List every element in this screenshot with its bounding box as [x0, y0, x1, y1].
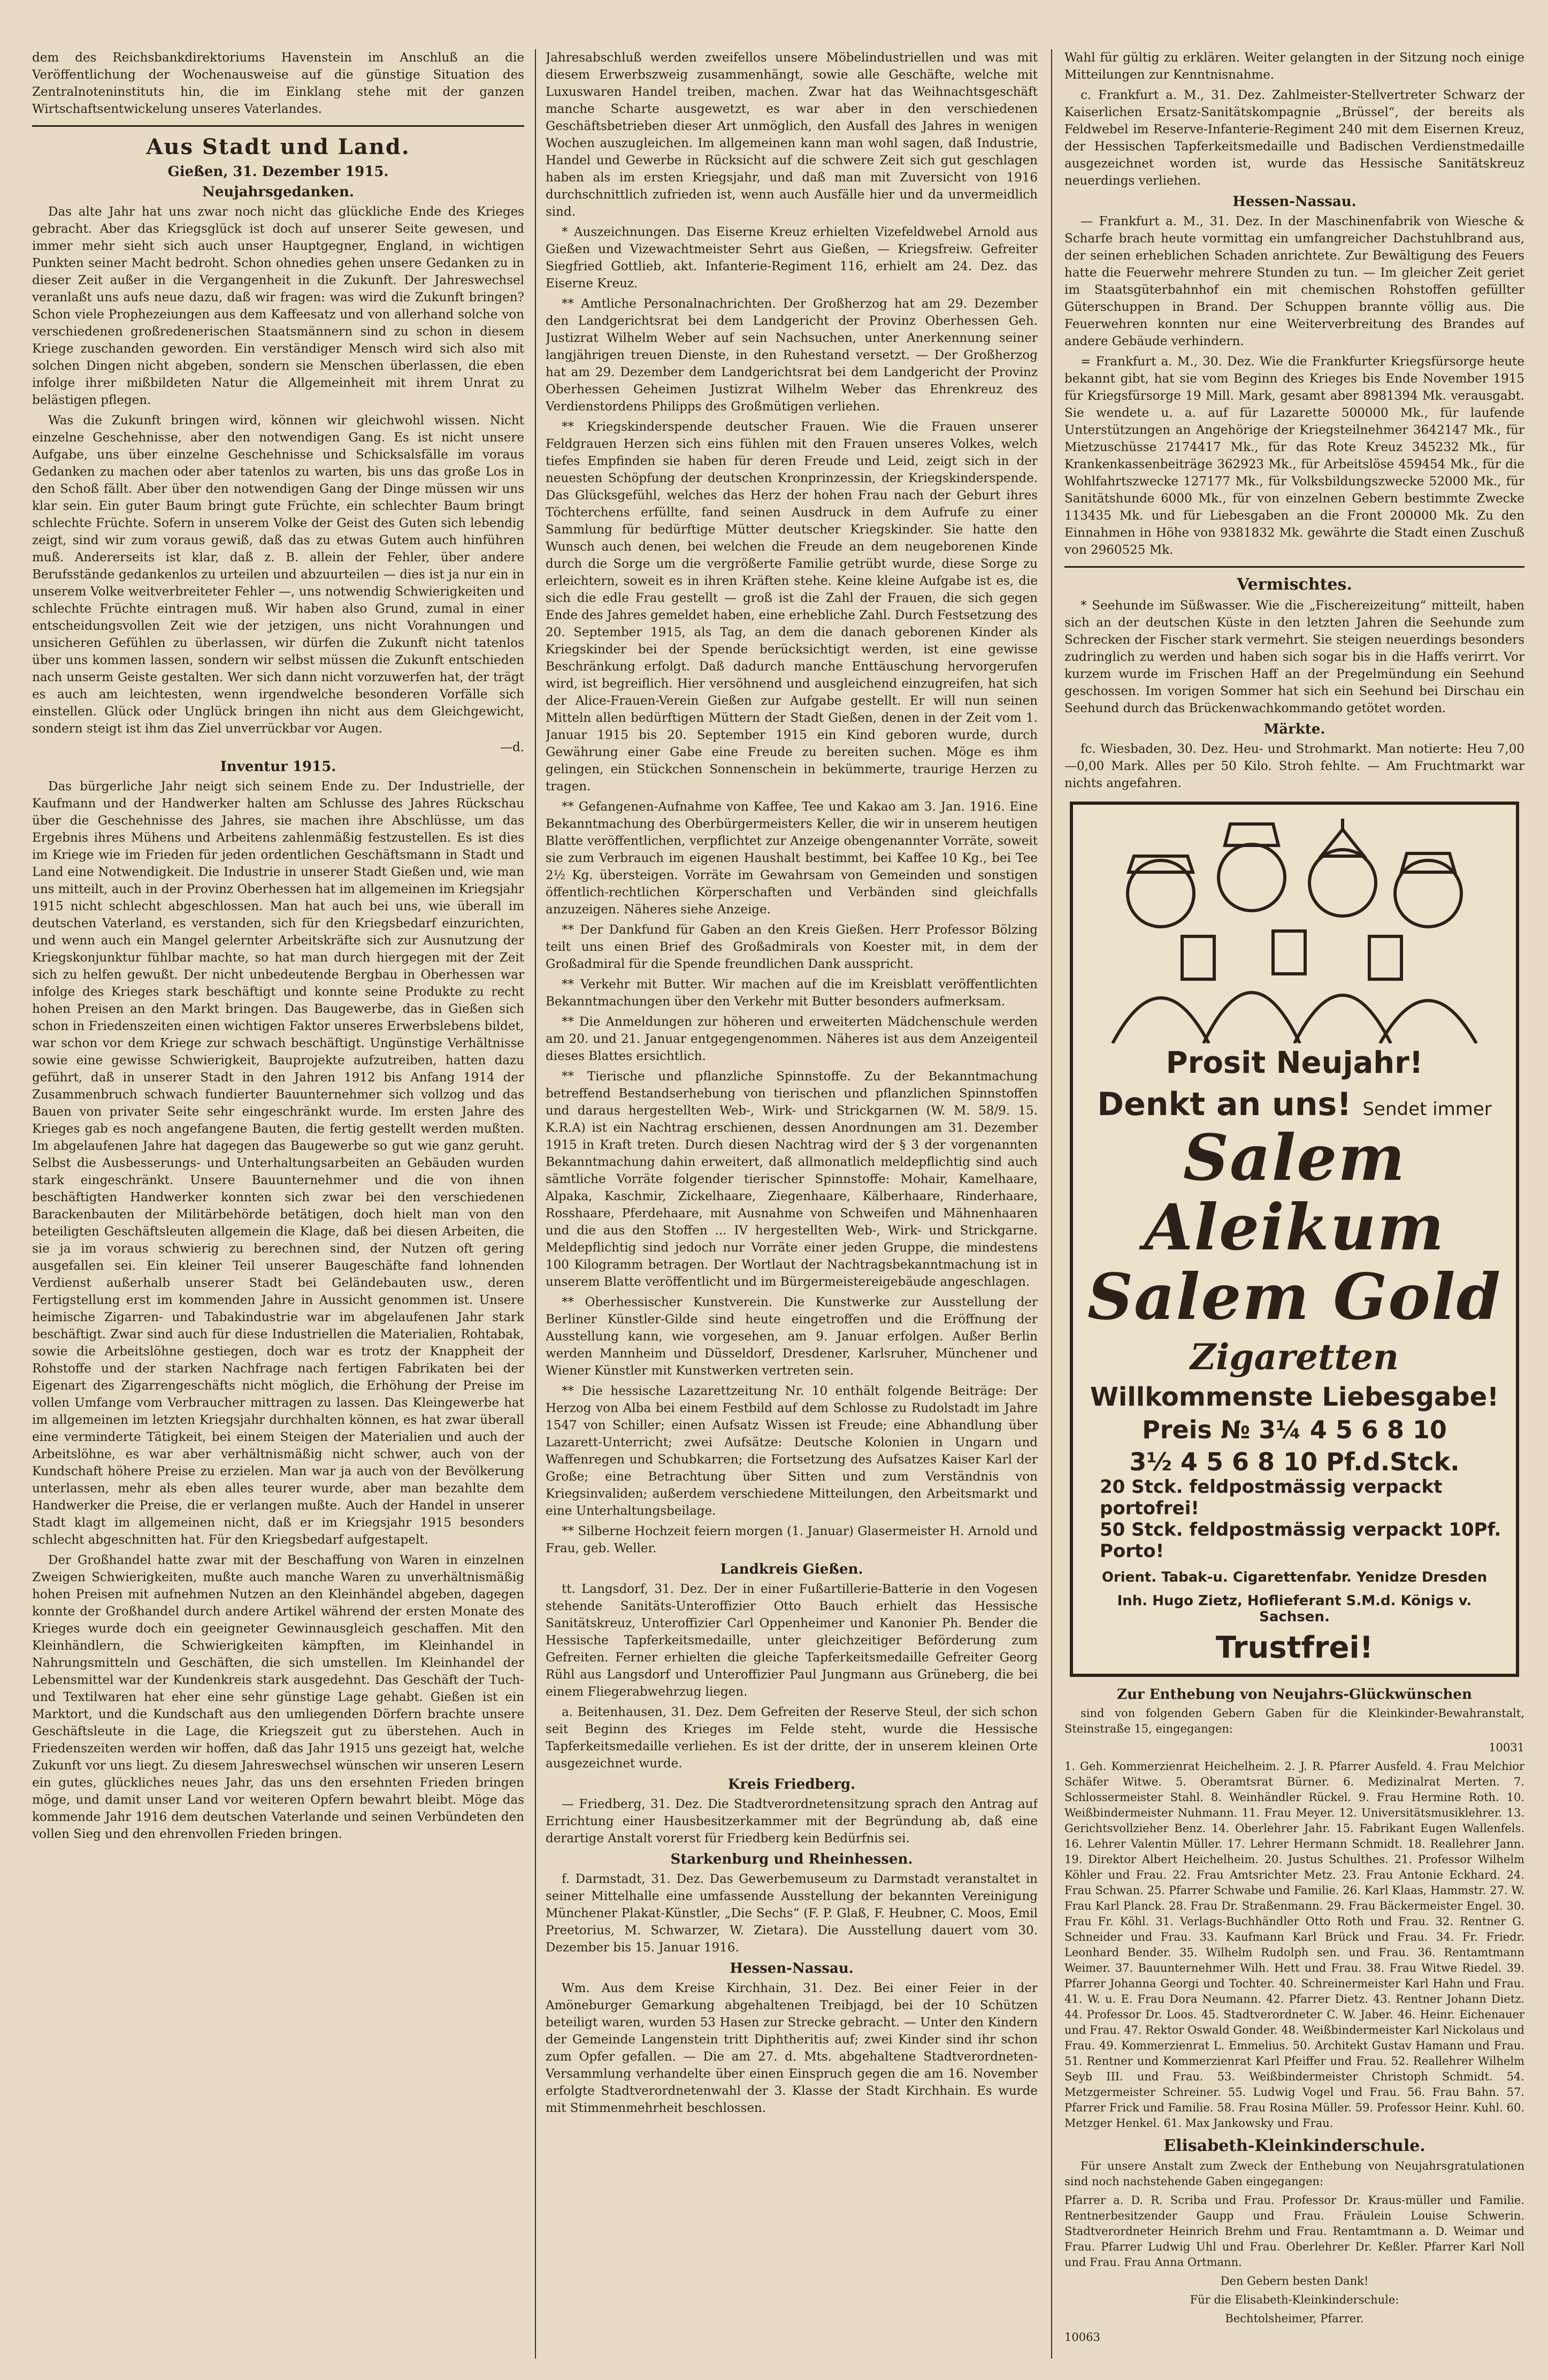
- donor-list-section: [1064, 1687, 1524, 2345]
- ad-company-1: Orient. Tabak-u. Cigarettenfabr. Yenidze Dresden: [1101, 1569, 1488, 1585]
- news-item: ** Oberhessischer Kunstverein. Die Kunstwerke zur Ausstellung der Berliner Künstler-Gilde sind heute eingetroffen und die Eröffnung der Ausstellung kann, wie vorgesehen, am 9. Januar erfolgen. Außer Berlin werden Mannheim und Düsseldorf, Dresdener, Karlsruher, Münchener und Wiener Künstler mit Kunstwerken vertreten sein.: [546, 1295, 1038, 1378]
- cigarette-advertisement: [1070, 802, 1519, 1677]
- news-item: Wm. Aus dem Kreise Kirchhain, 31. Dez. Bei einer Feier in der Amöneburger Gemarkung abgehaltenen Treibjagd, bei der 10 Schützen beteiligt waren, wurden 53 Hasen zur Strecke gebracht. — Unter den Kindern der Gemeinde Langenstein tritt Diphtheritis auf; zwei Kinder sind ihr schon zum Opfer gefallen. — Die am 27. d. Mts. abgehaltene Stadtverordneten-Versammlung verhandelte über einen Einspruch gegen die am 16. November erfolgte Stadtverordnetenwahl der 3. Klasse der Stadt Kirchhain. Es wurde mit Stimmenmehrheit beschlossen.: [546, 1981, 1038, 2115]
- news-item: — Friedberg, 31. Dez. Die Stadtverordnetensitzung sprach den Antrag auf Errichtung einer Hausbesitzerkammer mit der Begründung ab, daß eine derartige Anstalt vorerst für Friedberg kein Bedürfnis sei.: [546, 1797, 1038, 1845]
- ad-price-2: 3½ 4 5 6 8 10 Pf.d.Stck.: [1129, 1447, 1460, 1476]
- news-item: f. Darmstadt, 31. Dez. Das Gewerbemuseum zu Darmstadt veranstaltet in seiner Mittelhalle eine umfassende Ausstellung der bekannten Vereinigung Münchener Plakat-Künstler, „Die Sechs“ (F. P. Glaß, F. Heubner, C. Moos, Emil Preetorius, M. Schwarzer, W. Zietara). Die Ausstellung dauert vom 30. Dezember bis 15. Januar 1916.: [546, 1872, 1038, 1955]
- ad-tagline: Willkommenste Liebesgabe!: [1090, 1382, 1499, 1412]
- news-item: ** Amtliche Personalnachrichten. Der Großherzog hat am 29. Dezember den Landgerichtsrat bei dem Landgericht der Provinz Oberhessen Geh. Justizrat Wilhelm Weber auf sein Nachsuchen, unter Anerkennung seiner langjährigen treuen Dienste, in den Ruhestand versetzt. — Der Großherzog hat am 29. Dezember dem Landgerichtsrat bei dem Landgericht der Provinz Oberhessen Geheimen Justizrat Wilhelm Weber das Ehrenkreuz des Verdienstordens Philipps des Großmütigen verliehen.: [546, 297, 1038, 414]
- news-item: ** Die Anmeldungen zur höheren und erweiterten Mädchenschule werden am 20. und 21. Januar entgegengenommen. Näheres ist aus dem Anzeigenteil dieses Blattes ersichtlich.: [546, 1015, 1038, 1063]
- news-item: * Seehunde im Süßwasser. Wie die „Fischereizeitung“ mitteilt, haben sich an der deutschen Küste in den letzten Jahren die Seehunde zum Schrecken der Fischer stark vermehrt. Sie steigen neuerdings besonders zudringlich zu werden und haben sich sogar bis in die Haffs verirrt. Vor kurzem wurde im Frischen Haff an der Pregelmündung ein Seehund geschossen. Im vorigen Sommer hat sich ein Seehund bei Dirschau ein Seehund durch das Brückenwachkommando getötet worden.: [1064, 599, 1524, 715]
- notice-signature: Bechtolsheimer, Pfarrer.: [1225, 2312, 1364, 2325]
- section-heading: Märkte.: [1263, 721, 1325, 737]
- article-paragraph: Der Großhandel hatte zwar mit der Beschaffung von Waren in einzelnen Zweigen Schwierigkeiten, mußte auch manche Waren zu unverhältnismäßig hohen Preisen mit aufnehmen Nutzen an den Kleinhändel abgeben, dagegen konnte der Großhandel durch andere Artikel während der ersten Monate des Krieges wurde doch ein geeigneter Gewinnausgleich geschaffen. Mit den Kleinhändlern, die Schwierigkeiten kämpften, im Kleinhandel in Nahrungsmitteln und Geschäften, die sich umstellen. Im Kleinhandel der Lebensmittel war der Kundenkreis stark ausgedehnt. Das Geschäft der Tuch- und Textilwaren hat eher eine sehr günstige Lage gehabt. Gießen ist ein Marktort, und die Kundschaft aus den umliegenden Dörfern brachte unsere Geschäftsleute in die Lage, die Kriegszeit gut zu überstehen. Auch in Friedenszeiten werden wir hoffen, daß das Jahr 1915 uns gezeigt hat, welche Zukunft vor uns liegt. Zu diesem Jahreswechsel wünschen wir unseren Lesern ein gutes, glückliches neues Jahr, das uns den ersehnten Frieden bringen möge, und damit unser Land vor weiteren Opfern bewahrt bleibt. Möge das kommende Jahr 1916 dem deutschen Vaterlande und seinen Verbündeten den vollen Sieg und den ehrenvollen Frieden bringen.: [32, 1553, 524, 1841]
- news-item: ** Silberne Hochzeit feiern morgen (1. Januar) Glasermeister H. Arnold und Frau, geb. Weller.: [546, 1524, 1038, 1555]
- column-3: [1064, 49, 1524, 2359]
- region-heading: Hessen-Nassau.: [730, 1961, 854, 1977]
- region-heading: Hessen-Nassau.: [1232, 194, 1357, 210]
- news-item: c. Frankfurt a. M., 31. Dez. Zahlmeister-Stellvertreter Schwarz der Kaiserlichen Ersatz-Sanitätskompagnie „Brüssel“, der bereits als Feldwebel im Reserve-Infanterie-Regiment 240 mit dem Eisernen Kreuz, der Hessischen Tapferkeitsmedaille und Badischen Verdienstmedaille ausgezeichnet worden ist, wurde das Hessische Sanitätskreuz neuerdings verliehen.: [1064, 88, 1524, 188]
- news-item: ** Die hessische Lazarettzeitung Nr. 10 enthält folgende Beiträge: Der Herzog von Alba bei einem Festbild auf dem Schlosse zu Rudolstadt im Jahre 1547 von Schiller; einen Aufsatz Wissen ist Freude; eine Abhandlung über Lazarett-Unterricht; zwei Aufsätze: Deutsche Kolonien in Ungarn und Waffenregen und Schubkarren; die Fortsetzung des Aufsatzes Kaiser Karl der Große; eine Betrachtung über Sitten und zum Verständnis von Kriegsinvaliden; außerdem verschiedene Mitteilungen, den Arbeitsmarkt und eine Unterhaltungsbeilage.: [546, 1384, 1038, 1518]
- dateline: Gießen, 31. Dezember 1915.: [167, 164, 389, 180]
- article-paragraph: Jahresabschluß werden zweifellos unsere Möbelindustriellen und was mit diesem Erwerbszweig zusammenhängt, sowie alle Geschäfte, welche mit Luxuswaren Handel treiben, machen. Zwar hat das Weihnachtsgeschäft manche Scharte ausgewetzt, es war aber in den verschiedenen Geschäftsbetrieben dieser Art unmöglich, den Ausfall des Jahres in wenigen Wochen auszugleichen. Im allgemeinen kann man wohl sagen, daß Industrie, Handel und Gewerbe in Rücksicht auf die schwere Zeit sich gut geschlagen haben als im ersten Kriegsjahr, und daß man mit Zuversicht von 1916 durchschnittlich zufrieden ist, wenn auch Ausfälle hier und da unvermeidlich sind.: [546, 51, 1038, 219]
- ad-sendet: Sendet immer: [1362, 1099, 1492, 1120]
- notice-thanks: Den Gebern besten Dank!: [1220, 2275, 1369, 2287]
- news-item: ** Verkehr mit Butter. Wir machen auf die im Kreisblatt veröffentlichten Bekanntmachungen über den Verkehr mit Butter besonders aufmerksam.: [546, 978, 1038, 1009]
- section-heading: Vermischtes.: [1237, 575, 1352, 594]
- ad-trustfrei: Trustfrei!: [1215, 1630, 1374, 1665]
- notice-intro: Für unsere Anstalt zum Zweck der Enthebung von Neujahrsgratulationen sind noch nachstehende Gaben eingegangen:: [1064, 2160, 1524, 2188]
- news-item: ** Tierische und pflanzliche Spinnstoffe. Zu der Bekanntmachung betreffend Bestandserhebung von tierischen und pflanzlichen Spinnstoffen und daraus hergestellten Web-, Wirk- und Strickgarnen (W. M. 58/9. 15. K.R.A) ist ein Nachtrag erschienen, dessen Anordnungen am 31. Dezember 1915 in Kraft treten. Durch diesen Nachtrag wird der § 3 der vorgenannten Bekanntmachung dahin erweitert, daß allmonatlich meldepflichtig sind auch sämtliche Vorräte folgender tierischer Spinnstoffe: Mohair, Kamelhaare, Alpaka, Kaschmir, Zickelhaare, Ziegenhaare, Kälberhaare, Rinderhaare, Rosshaare, Pferdehaare, mit Ausnahme von Schweifen und Mähnenhaaren und die aus den Stoffen ... IV hergestellten Web-, Wirk- und Strickgarne. Meldepflichtig sind jedoch nur Vorräte einer jeden Gruppe, die mindestens 100 Kilogramm betragen. Der Wortlaut der Nachtragsbekanntmachung ist in unserem Blatte veröffentlicht und im Bürgermeistereigebäude angeschlagen.: [546, 1070, 1038, 1289]
- column-rule: [535, 49, 536, 2359]
- ad-product: Zigaretten: [1190, 1336, 1399, 1378]
- ad-prosit: Prosit Neujahr!: [1166, 1046, 1423, 1080]
- separator: [1064, 566, 1524, 568]
- news-item: Wahl für gültig zu erklären. Weiter gelangten in der Sitzung noch einige Mitteilungen zur Kenntnisnahme.: [1064, 51, 1524, 82]
- ad-shipping-2: 50 Stck. feldpostmässig verpackt 10Pf. Porto!: [1100, 1519, 1501, 1562]
- article-paragraph: Das alte Jahr hat uns zwar noch nicht das glückliche Ende des Krieges gebracht. Aber das Kriegsglück ist doch auf unserer Seite gewesen, und immer mehr sieht sich auch unser Hauptgegner, England, in wichtigen Punkten seiner Macht bedroht. Schon ohnedies gehen unsere Gedanken zu in dieser Zeit außer in die Vergangenheit in die Zukunft. Der Jahreswechsel veranlaßt uns aufs neue dazu, daß wir fragen: was wird die Zukunft bringen? Schon viele Prophezeiungen aus dem Kaffeesatz und von allerhand solche von verschiedenen großredenerischen Staatsmännern sind zu schon in diesem Kriege zuschanden geworden. Ein verständiger Mensch wird sich also mit solchen Dingen nicht abgeben, sondern sie Menschen überlassen, die eben infolge ihrer mißbildeten Natur die Allgemeinheit mit ihrem Unrat zu belästigen pflegen.: [32, 205, 524, 407]
- ad-shipping-1: 20 Stck. feldpostmässig verpackt portofrei!: [1100, 1476, 1443, 1519]
- ad-denkt: Denkt an uns!: [1097, 1086, 1352, 1123]
- article-paragraph: Das bürgerliche Jahr neigt sich seinem Ende zu. Der Industrielle, der Kaufmann und der Handwerker halten am Schlusse des Jahres Rückschau über die Geschehnisse des Jahres, sie machen ihre Abschlüsse, um das Ergebnis ihres Mühens und Arbeitens zahlenmäßig festzustellen. Es ist dies im Kriege wie im Frieden für jeden ordentlichen Geschäftsmann in Stadt und Land eine Notwendigkeit. Die Industrie in unserer Stadt Gießen und, wie man uns mitteilt, auch in der Provinz Oberhessen hat im allgemeinen im Kriegsjahr 1915 nicht schlecht abgeschlossen. Man hat auch bei uns, wie überall im deutschen Vaterland, es verstanden, sich für den Kriegsbedarf einzurichten, und wenn auch ein Mangel gelernter Arbeitskräfte sich zur Ausnutzung der Kriegskonjunktur fühlbar machte, so hat man durch hiergegen mit der Zeit sich zu helfen gewußt. Der nicht unbedeutende Bergbau in Oberhessen war infolge des Krieges stark beschäftigt und konnte seine Produkte zu recht hohen Preisen an den Markt bringen. Das Baugewerbe, das in Gießen sich schon in Friedenszeiten einen wichtigen Faktor unseres Erwerbslebens bildet, war schon vor dem Kriege zur schwach beschäftigt. Ungünstige Verhältnisse sowie eine gewisse Schwierigkeit, Bauprojekte aufzutreiben, hatten dazu geführt, daß in unserer Stadt in den Jahren 1912 bis Anfang 1914 der Zusammenbruch schwach fundierter Bauunternehmer sich vollzog und das Bauen von privater Seite sehr eingeschränkt wurde. Im ersten Jahre des Krieges gab es noch angefangene Bauten, die fertig gestellt werden mußten. Im abgelaufenen Jahre hat dagegen das Baugewerbe so gut wie ganz geruht. Selbst die Ausbesserungs- und Unterhaltungsarbeiten an Gebäuden wurden stark eingeschränkt. Unsere Bauunternehmer und die von ihnen beschäftigten Handwerker konnten sich zwar bei den verschiedenen Barackenbauten der Militärbehörde betätigen, doch hielt man von den beteiligten Geschäftsleuten allgemein die Klage, daß bei diesen Arbeiten, die sie ja im voraus schwierig zu berechnen sind, der Nutzen oft gering ausgefallen sei. Ein kleiner Teil unserer Baugeschäfte fand lohnenden Verdienst außerhalb unserer Stadt bei Geländebauten usw., deren Fertigstellung erst im kommenden Jahre in Aussicht genommen ist. Unsere heimische Zigarren- und Tabakindustrie war im abgelaufenen Jahr stark beschäftigt. Zwar sind auch für diese Industriellen die Materialien, Rohtabak, sowie die Arbeitslöhne gestiegen, doch war es trotz der Knappheit der Rohstoffe und der starken Nachfrage nach fertigen Fabrikaten bei der Eigenart des Zigarrengeschäfts nicht möglich, die Erhöhung der Preise im vollen Umfange vom Verbraucher mittragen zu lassen. Das Kleingewerbe hat im allgemeinen im letzten Kriegsjahr durchhalten können, es hat zwar überall eine verminderte Tätigkeit, bei einem Steigen der Materialien und auch der Arbeitslöhne, es war aber verhältnismäßig nicht schwer, auch von der Kundschaft höhere Preise zu erzielen. Man war ja auch von der Bevölkerung unterlassen, mehr als eben alles teurer wurde, aber man bezahlte dem Handwerker die Preise, die er verlangen mußte. Auch der Handel in unserer Stadt klagt im allgemeinen nicht, daß er im Kriegsjahr 1915 besonders schlecht abgeschnitten hat. Für den Kriegsbedarf aufgestapelt.: [32, 780, 524, 1547]
- article-paragraph: Was die Zukunft bringen wird, können wir gleichwohl wissen. Nicht einzelne Geschehnisse, aber den notwendigen Gang. Es ist nicht unsere Aufgabe, uns über einzelne Geschehnisse und Schicksalsfälle im voraus Gedanken zu machen oder aber tatenlos zu warten, bis uns das große Los in den Schoß fällt. Aber über den notwendigen Gang der Dinge müssen wir uns klar sein. Ein guter Baum bringt gute Früchte, ein schlechter Baum bringt schlechte Früchte. Sofern in unserem Volke der Geist des Guten sich lebendig zeigt, sind wir zum voraus gewiß, daß das zu etwas Gutem auch hinführen muß. Andererseits ist klar, daß z. B. allein der Fehler, über andere Berufsstände gedankenlos zu urteilen und abzuurteilen — dies ist ja nur ein in unserem Volke weitverbreiteter Fehler —, uns notwendig Schwierigkeiten und schlechte Früchte eintragen muß. Wir haben also Grund, zumal in einer entscheidungsvollen Zeit wie der jetzigen, uns nicht Vorahnungen und unsicheren Gefühlen zu überlassen, wir dürfen die Zukunft nicht tatenlos über uns kommen lassen, sondern wir selbst müssen die Zukunft entschieden nach unserm Geiste gestalten. Wer sich dann nicht vorzuwerfen hat, der trägt es auch am leichtesten, wenn irgendwelche besonderen Vorfälle sich einstellen. Glück oder Unglück bringen ihn nicht aus dem Gleichgewicht, sondern steigt ist ihm das Ziel unverrückbar vor Augen.: [32, 414, 524, 736]
- news-item: ** Der Dankfund für Gaben an den Kreis Gießen. Herr Professor Bölzing teilt uns einen Brief des Großadmirals von Koester mit, in dem der Großadmiral für die Spende freundlichen Dank ausspricht.: [546, 923, 1038, 971]
- donor-list: Pfarrer a. D. R. Scriba und Frau. Professor Dr. Kraus-müller und Familie. Rentnerbesitzender Gaupp und Frau. Fräulein Louise Schwerin. Stadtverordneter Heinrich Brehm und Frau. Rentamtmann a. D. Weimar und Frau. Pfarrer Ludwig Uhl und Frau. Oberlehrer Dr. Keßler. Pfarrer Karl Noll und Frau. Frau Anna Ortmann.: [1064, 2194, 1524, 2269]
- region-heading: Landkreis Gießen.: [720, 1561, 863, 1577]
- column-rule: [1051, 49, 1052, 2359]
- notice-signature: Für die Elisabeth-Kleinkinderschule:: [1190, 2293, 1399, 2306]
- news-item: ** Kriegskinderspende deutscher Frauen. Wie die Frauen unserer Feldgrauen Herzen sich eins fühlen mit den Frauen unseres Volkes, welch tiefes Empfinden sie haben für deren Freude und Leid, zeigt sich in der neuesten Schöpfung der deutschen Kronprinzessin, der Kriegskinderspende. Das Glücksgefühl, welches das Herz der hohen Frau nach der Geburt ihres Töchterchens erfüllte, fand seinen Ausdruck in dem Aufrufe zu einer Sammlung für bedürftige Mütter deutscher Kriegskinder. Sie hatte den Wunsch auch denen, bei welchen die Freude an dem neugeborenen Kinde durch die Sorge um die vergrößerte Familie getrübt wurde, diese Sorge zu erleichtern, soweit es in ihren Kräften stehe. Keine kleine Aufgabe ist es, die sich die edle Frau gestellt — groß ist die Zahl der Frauen, die sich gegen Ende des Jahres gemeldet haben, eine erhebliche Zahl. Durch Festsetzung des 20. September 1915, als Tag, an dem die danach geborenen Kinder als Kriegskinder bei der Spende berücksichtigt werden, ist eine gewisse Beschränkung erfolgt. Daß dadurch manche Enttäuschung hervorgerufen wird, ist begreiflich. Hier versöhnend und ausgleichend einzugreifen, hat sich der Alice-Frauen-Verein Gießen zur Aufgabe gestellt. Er will nun seinen Mitteln allen bedürftigen Müttern der Stadt Gießen, denen in der Zeit vom 1. Januar 1915 bis 20. September 1915 ein Kind geboren wurde, durch Gewährung einer Gabe eine Freude zu bereiten suchen. Möge es ihm gelingen, ein Stückchen Sonnenschein in bekümmerte, traurige Herzen zu tragen.: [546, 420, 1038, 794]
- news-item: fc. Wiesbaden, 30. Dez. Heu- und Strohmarkt. Man notierte: Heu 7,00—0,00 Mark. Alles per 50 Kilo. Stroh fehlte. — Am Fruchtmarkt war nichts angefahren.: [1064, 742, 1524, 790]
- soldiers-illustration-icon: [1091, 813, 1498, 1043]
- donor-list: 1. Geh. Kommerzienrat Heichelheim. 2. J. R. Pfarrer Ausfeld. 4. Frau Melchior Schäfer Witwe. 5. Oberamtsrat Bürner. 6. Medizinalrat Merten. 7. Schlossermeister Stahl. 8. Weinhändler Rückel. 9. Frau Hermine Roth. 10. Weißbindermeister Nuhmann. 11. Frau Meyer. 12. Universitätsmusiklehrer. 13. Gerichtsvollzieher Benz. 14. Oberlehrer Jahr. 15. Fabrikant Eugen Wallenfels. 16. Lehrer Valentin Müller. 17. Lehrer Hermann Schmidt. 18. Reallehrer Jann. 19. Direktor Albert Heichelheim. 20. Justus Schulthes. 21. Professor Wilhelm Köhler und Frau. 22. Frau Amtsrichter Metz. 23. Frau Antonie Eckhard. 24. Frau Schwan. 25. Pfarrer Schwabe und Familie. 26. Karl Klaas, Hammstr. 27. W. Frau Karl Planck. 28. Frau Dr. Straßenmann. 29. Frau Bäckermeister Engel. 30. Frau Fr. Köhl. 31. Verlags-Buchhändler Otto Roth und Frau. 32. Rentner G. Schneider und Frau. 33. Kaufmann Karl Brück und Frau. 34. Fr. Friedr. Leonhard Bender. 35. Wilhelm Rudolph sen. und Frau. 36. Rentamtmann Weimer. 37. Bauunternehmer Wilh. Hett und Frau. 38. Frau Witwe Riedel. 39. Pfarrer Johanna Georgi und Tochter. 40. Schreinermeister Karl Hahn und Frau. 41. W. u. E. Frau Dora Neumann. 42. Pfarrer Dietz. 43. Rentner Johann Dietz. 44. Professor Dr. Loos. 45. Stadtverordneter C. W. Jaber. 46. Heinr. Eichenauer und Frau. 47. Rektor Oswald Gonder. 48. Weißbindermeister Karl Nickolaus und Frau. 49. Kommerzienrat L. Emmelius. 50. Architekt Gustav Hamann und Frau. 51. Rentner und Kommerzienrat Karl Pfeiffer und Frau. 52. Reallehrer Wilhelm Seyb III. und Frau. 53. Weißbindermeister Christoph Schmidt. 54. Metzgermeister Schreiner. 55. Ludwig Vogel und Frau. 56. Frau Bahn. 57. Pfarrer Frick und Familie. 58. Frau Rosina Müller. 59. Professor Heinr. Kuhl. 60. Metzger Henkel. 61. Max Jankowsky und Frau.: [1064, 1760, 1524, 2130]
- news-item: tt. Langsdorf, 31. Dez. Der in einer Fußartillerie-Batterie in den Vogesen stehende Sanitäts-Unteroffizier Otto Bauch erhielt das Hessische Sanitätskreuz, Unteroffizier Carl Oppenheimer und Kanonier Ph. Bender die Hessische Tapferkeitsmedaille, unter gleichzeitiger Beförderung zum Gefreiten. Ferner erhielten die gleiche Tapferkeitsmedaille Gefreiter Georg Rühl aus Langsdorf und Unteroffizier Paul Jungmann aus Grüneberg, die bei einem Fliegerabwehrzug liegen.: [546, 1582, 1038, 1699]
- region-heading: Starkenburg und Rheinhessen.: [670, 1851, 913, 1867]
- news-item: — Frankfurt a. M., 31. Dez. In der Maschinenfabrik von Wiesche & Scharfe brach heute vormittag ein umfangreicher Dachstuhlbrand aus, der seinen erheblichen Schaden anrichtete. Zur Bewältigung des Feuers hatte die Feuerwehr mehrere Stunden zu tun. — Im gleicher Zeit geriet im Staatsgüterbahnhof ein mit chemischen Rohstoffen gefüllter Güterschuppen in Brand. Der Schuppen brannte völlig aus. Die Feuerwehren konnten nur eine Weiterverbreitung des Brandes auf andere Gebäude verhindern.: [1064, 215, 1524, 348]
- ad-slogan: [1084, 1086, 1505, 1123]
- section-title: Aus Stadt und Land.: [146, 134, 410, 159]
- ad-company-2: Inh. Hugo Zietz, Hoflieferant S.M.d. Königs v. Sachsen.: [1117, 1593, 1472, 1625]
- notice-reference: 10063: [1064, 2331, 1100, 2344]
- column-2: [546, 49, 1038, 2359]
- region-heading: Kreis Friedberg.: [727, 1776, 856, 1792]
- news-item: * Auszeichnungen. Das Eiserne Kreuz erhielten Vizefeldwebel Arnold aus Gießen und Vizewachtmeister Sehrt aus Gießen, — Kriegsfreiw. Gefreiter Siegfried Gottlieb, akt. Infanterie-Regiment 116, erhielt am 24. Dez. das Eiserne Kreuz.: [546, 225, 1038, 291]
- news-item: ** Gefangenen-Aufnahme von Kaffee, Tee und Kakao am 3. Jan. 1916. Eine Bekanntmachung des Oberbürgermeisters Keller, die wir in unserem heutigen Blatte veröffentlichen, verpflichtet zur Anzeige obengenannter Vorräte, soweit sie zum Verbrauch im eigenen Haushalt bestimmt, bei Kaffee 10 Kg., bei Tee 2½ Kg. übersteigen. Vorräte im Gewahrsam von Gemeinden und sonstigen öffentlich-rechtlichen Körperschaften und Verbänden sind gleichfalls anzuzeigen. Näheres siehe Anzeige.: [546, 800, 1038, 917]
- soldiers-toast-illustration: [1084, 813, 1505, 1043]
- article-signature: —d.: [500, 741, 524, 754]
- column-1: [32, 49, 524, 2359]
- intro-paragraph: dem des Reichsbankdirektoriums Havenstein im Anschluß an die Veröffentlichung der Wochenausweise auf die günstige Situation des Zentralnoteninstituts hin, die im Einklang stehe mit der ganzen Wirtschaftsentwickelung unseres Vaterlandes.: [32, 51, 524, 116]
- separator: [32, 125, 524, 127]
- article-title: Neujahrsgedanken.: [202, 184, 354, 200]
- notice-heading: Zur Enthebung von Neujahrs-Glückwünschen: [1117, 1687, 1472, 1703]
- notice-heading: Elisabeth-Kleinkinderschule.: [1163, 2137, 1426, 2155]
- news-item: a. Beitenhausen, 31. Dez. Dem Gefreiten der Reserve Steul, der sich schon seit Beginn des Krieges im Felde steht, wurde die Hessische Tapferkeitsmedaille verliehen. Es ist der dritte, der in unserem kleinen Orte ausgezeichnet wurde.: [546, 1705, 1038, 1771]
- ad-price-1: Preis № 3¼ 4 5 6 8 10: [1142, 1415, 1447, 1444]
- news-item: = Frankfurt a. M., 30. Dez. Wie die Frankfurter Kriegsfürsorge heute bekannt gibt, hat sie vom Beginn des Krieges bis Ende November 1915 für Kriegsfürsorge 19 Mill. Mark, gesamt aber 8981394 Mk. verausgabt. Sie wendete u. a. auf für Lazarette 500000 Mk., für laufende Unterstützungen an Angehörige der Kriegsteilnehmer 3642147 Mk., für Mietzuschüsse 2174417 Mk., für das Rote Kreuz 345232 Mk., für Krankenkassenbeiträge 362923 Mk., für Arbeitslöse 459454 Mk., für die Wohlfahrtszwecke 127177 Mk., für Volksbildungszwecke 52000 Mk., für Sanitätshunde 6000 Mk., für von einzelnen Gebern bestimmte Zwecke 113435 Mk. und für Liebesgaben an die Front 200000 Mk. Zu den Einnahmen in Höhe von 9381832 Mk. gewährte die Stadt einen Zuschuß von 2960525 Mk.: [1064, 355, 1524, 557]
- ad-brand-1: Salem Aleikum: [1144, 1120, 1445, 1264]
- notice-intro: sind von folgenden Gebern Gaben für die Kleinkinder-Bewahranstalt, Steinstraße 15, eingegangen:: [1064, 1707, 1524, 1735]
- notice-reference: 10031: [1489, 1741, 1524, 1754]
- article-title: Inventur 1915.: [220, 759, 336, 775]
- ad-brand-2: Salem Gold: [1087, 1260, 1502, 1334]
